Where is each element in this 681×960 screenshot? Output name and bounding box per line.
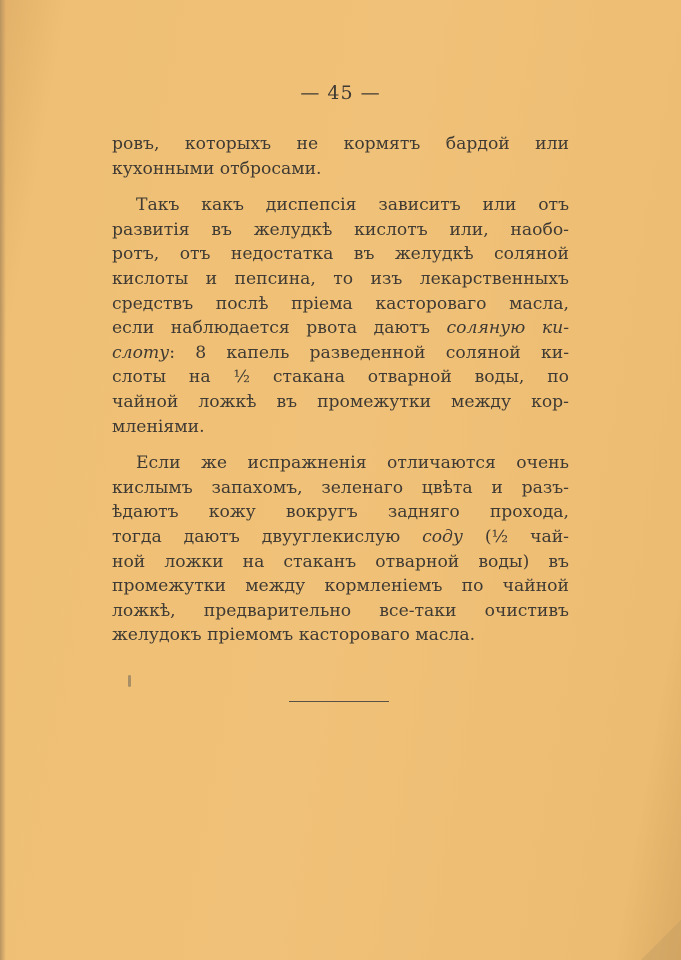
page-edge-shadow bbox=[0, 0, 6, 960]
text-line: ложкѣ, предварительно все-таки очистивъ bbox=[112, 600, 569, 621]
text-line: средствъ послѣ пріема касторовагo масла, bbox=[112, 293, 569, 314]
text-line: промежутки между кормленіемъ по чайной bbox=[112, 576, 569, 597]
text-line: Такъ какъ диспепсія зависитъ или отъ bbox=[136, 195, 569, 216]
text-line: мленіями. bbox=[112, 416, 205, 437]
page-number: — 45 — bbox=[300, 82, 381, 104]
text-run: тогда даютъ двууглекислую bbox=[112, 526, 423, 547]
text-line: ной ложки на стаканъ отварной воды) въ bbox=[112, 551, 569, 572]
body-text bbox=[112, 132, 569, 648]
text-line: кислоты и пепсина, то изъ лекарственныхъ bbox=[112, 268, 569, 289]
text-line: кухонными отбросами. bbox=[112, 158, 322, 179]
text-line: Если же испражненія отличаются очень bbox=[136, 453, 569, 474]
paper-speck bbox=[128, 675, 131, 687]
text-line bbox=[112, 341, 569, 366]
italic-term: слоту bbox=[112, 342, 170, 363]
paragraph-1 bbox=[112, 132, 569, 181]
end-rule bbox=[289, 701, 389, 702]
text-run: (½ чай- bbox=[462, 526, 569, 547]
italic-term: соду bbox=[422, 526, 463, 547]
text-line bbox=[112, 316, 569, 341]
text-line: слоты на ½ стакана отварной воды, по bbox=[112, 367, 569, 388]
text-line: развитія въ желудкѣ кислотъ или, наобо- bbox=[112, 219, 569, 240]
text-line: желудокъ пріемомъ касторовагo масла. bbox=[112, 625, 476, 646]
text-run: если наблюдается рвота даютъ bbox=[112, 318, 447, 339]
page-corner-fold bbox=[641, 920, 681, 960]
paragraph-3 bbox=[112, 451, 569, 648]
italic-term: соляную ки- bbox=[446, 318, 569, 339]
text-run: : 8 капель разведенной соляной ки- bbox=[169, 342, 569, 363]
text-line: чайной ложкѣ въ промежутки между кор- bbox=[112, 391, 569, 412]
text-line: ѣдаютъ кожу вокругъ задняго прохода, bbox=[112, 502, 569, 523]
text-line: ровъ, которыхъ не кормятъ бардой или bbox=[112, 134, 569, 154]
text-line bbox=[112, 525, 569, 550]
text-line: кислымъ запахомъ, зеленаго цвѣта и разъ- bbox=[112, 477, 569, 498]
paragraph-2 bbox=[112, 193, 569, 439]
text-line: ротъ, отъ недостатка въ желудкѣ соляной bbox=[112, 244, 569, 265]
